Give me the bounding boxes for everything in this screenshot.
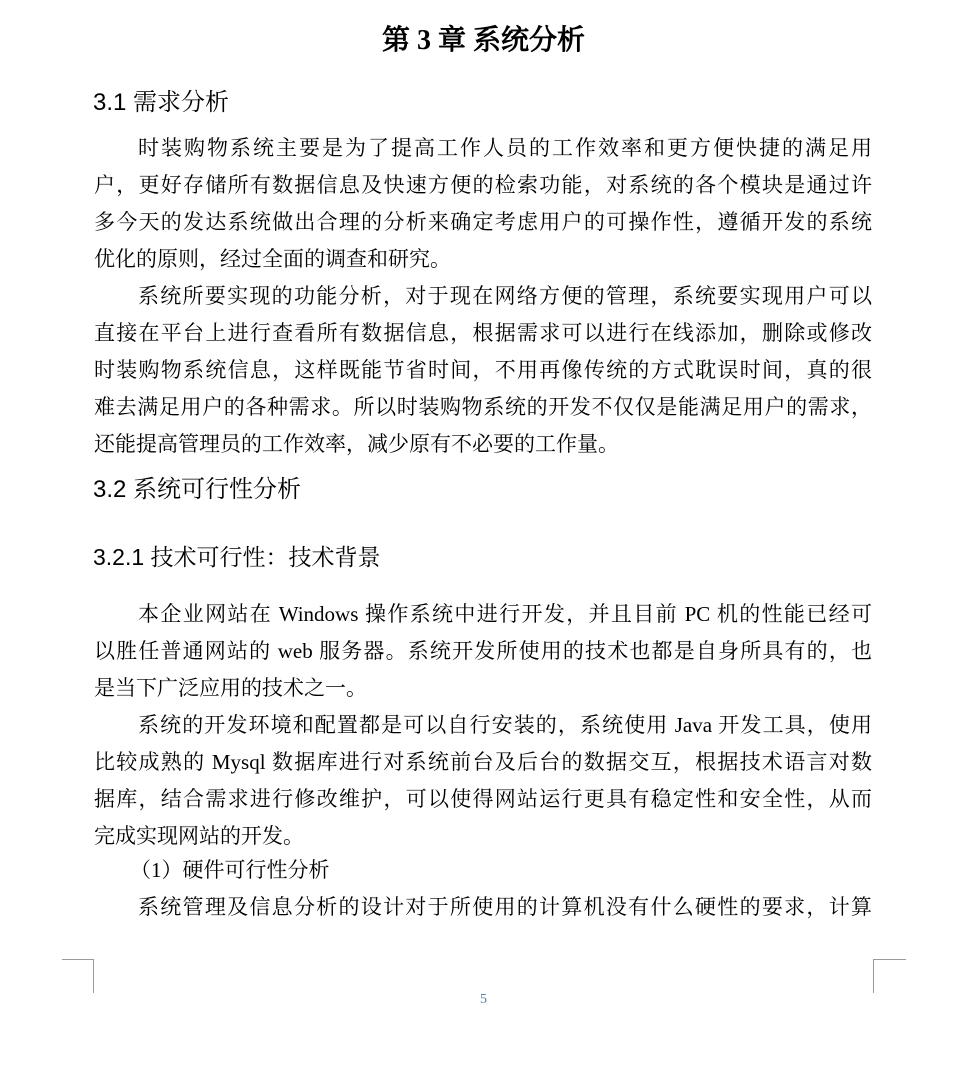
- paragraph-line: 系统的开发环境和配置都是可以自行安装的，系统使用 Java 开发工具，使用: [138, 713, 872, 737]
- paragraph-line: 难去满足用户的各种需求。所以时装购物系统的开发不仅仅是能满足用户的需求，: [94, 395, 872, 419]
- paragraph-line: 完成实现网站的开发。: [94, 824, 304, 848]
- paragraph-line: 以胜任普通网站的 web 服务器。系统开发所使用的技术也都是自身所具有的，也: [94, 639, 872, 663]
- paragraph-line: 系统管理及信息分析的设计对于所使用的计算机没有什么硬性的要求，计算: [138, 895, 872, 919]
- item-heading: （1）硬件可行性分析: [130, 858, 330, 882]
- paragraph-line: 直接在平台上进行查看所有数据信息，根据需求可以进行在线添加，删除或修改: [94, 321, 872, 345]
- paragraph-line: 还能提高管理员的工作效率，减少原有不必要的工作量。: [94, 432, 619, 456]
- paragraph-line: 本企业网站在 Windows 操作系统中进行开发，并且目前 PC 机的性能已经可: [138, 602, 872, 626]
- margin-corner-mark-left: [62, 959, 94, 993]
- paragraph-line: 比较成熟的 Mysql 数据库进行对系统前台及后台的数据交互，根据技术语言对数: [94, 750, 872, 774]
- subsection-heading-3-2-1: 3.2.1 技术可行性：技术背景: [93, 544, 381, 570]
- section-heading-3-2: 3.2 系统可行性分析: [93, 476, 302, 503]
- paragraph-line: 时装购物系统信息，这样既能节省时间，不用再像传统的方式耽误时间，真的很: [94, 358, 872, 382]
- paragraph-line: 是当下广泛应用的技术之一。: [94, 676, 367, 700]
- page-number: 5: [480, 992, 487, 1007]
- paragraph-line: 多今天的发达系统做出合理的分析来确定考虑用户的可操作性，遵循开发的系统: [94, 210, 872, 234]
- paragraph-line: 优化的原则，经过全面的调查和研究。: [94, 247, 451, 271]
- paragraph-line: 户，更好存储所有数据信息及快速方便的检索功能，对系统的各个模块是通过许: [94, 173, 872, 197]
- paragraph-line: 时装购物系统主要是为了提高工作人员的工作效率和更方便快捷的满足用: [138, 136, 872, 160]
- margin-corner-mark-right: [873, 959, 906, 993]
- section-heading-3-1: 3.1 需求分析: [93, 89, 230, 116]
- paragraph-line: 系统所要实现的功能分析，对于现在网络方便的管理，系统要实现用户可以: [138, 284, 872, 308]
- chapter-title: 第 3 章 系统分析: [381, 25, 585, 56]
- paragraph-line: 据库，结合需求进行修改维护，可以使得网站运行更具有稳定性和安全性，从而: [94, 787, 872, 811]
